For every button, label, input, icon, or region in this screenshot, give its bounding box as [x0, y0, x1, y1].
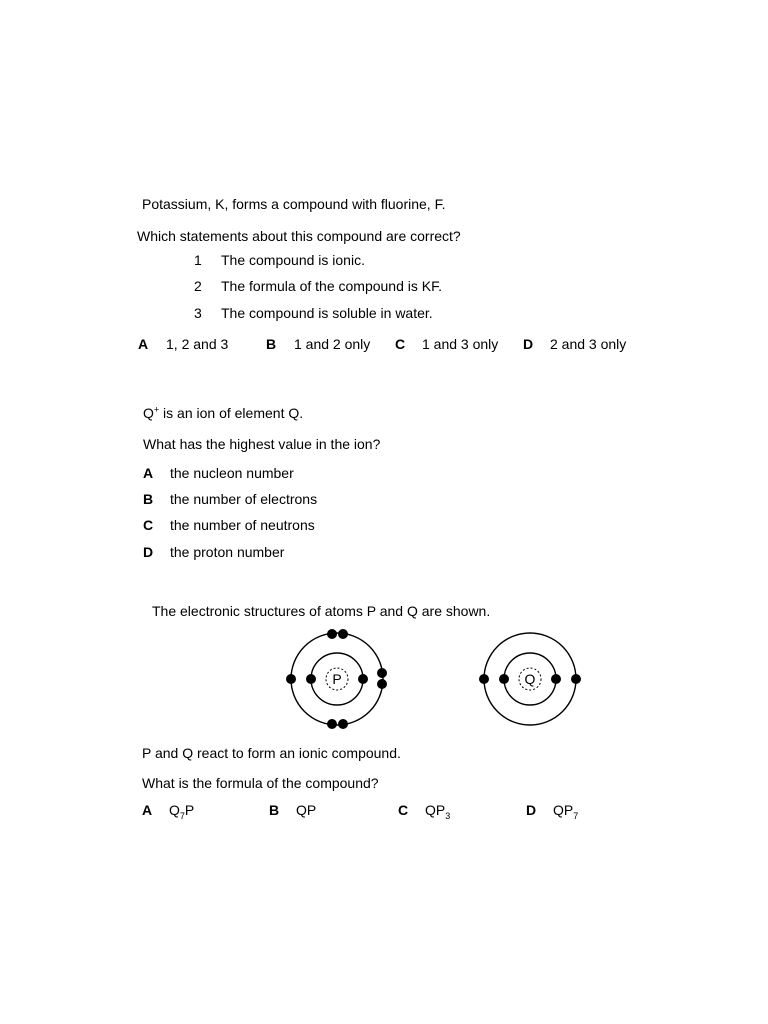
- electron: [327, 629, 337, 639]
- electron: [358, 674, 368, 684]
- q1-statement-number: 2: [194, 278, 202, 294]
- q2-option-text: the number of neutrons: [170, 517, 315, 533]
- electron: [338, 629, 348, 639]
- q3-option-letter: D: [526, 802, 537, 818]
- electron: [327, 719, 337, 729]
- q3-line1: P and Q react to form an ionic compound.: [142, 745, 401, 761]
- q3-option-formula: QP: [296, 802, 317, 818]
- q2-question: What has the highest value in the ion?: [143, 436, 381, 452]
- q1-option-text: 1 and 2 only: [294, 336, 371, 352]
- electron: [306, 674, 316, 684]
- q1-option-text: 2 and 3 only: [550, 336, 627, 352]
- atom-p: [286, 629, 387, 729]
- q1-option-letter: C: [395, 336, 406, 352]
- q1-statement-text: The compound is ionic.: [221, 252, 365, 268]
- q1-option-letter: D: [523, 336, 534, 352]
- q2-ion-charge: +: [153, 404, 160, 415]
- q3-question: What is the formula of the compound?: [142, 775, 379, 791]
- atom-q: [479, 633, 581, 725]
- electron: [571, 674, 581, 684]
- electron: [499, 674, 509, 684]
- electron: [479, 674, 489, 684]
- q3-option-letter: A: [142, 802, 153, 818]
- q2-stem: [143, 405, 303, 421]
- q3-option-formula: $QP_7$: [553, 802, 579, 821]
- q1-statement-number: 3: [194, 305, 202, 321]
- q2-option-letter: B: [143, 491, 154, 507]
- q2-option-letter: A: [143, 465, 154, 481]
- q2-option-letter: C: [143, 517, 154, 533]
- q1-option-text: 1 and 3 only: [422, 336, 499, 352]
- q1-statement-number: 1: [194, 252, 202, 268]
- q3-option-letter: C: [398, 802, 409, 818]
- q2-option-text: the nucleon number: [170, 465, 294, 481]
- q1-option-letter: B: [266, 336, 277, 352]
- electron: [551, 674, 561, 684]
- atom-p-symbol: P: [332, 671, 342, 687]
- q2-ion-symbol: Q: [143, 405, 154, 421]
- atom-q-symbol: Q: [524, 671, 536, 687]
- q3-option-formula: $Q_7P$: [169, 802, 195, 821]
- electron: [338, 719, 348, 729]
- q3-stem: The electronic structures of atoms P and Q are shown.: [152, 603, 491, 619]
- q1-stem: Potassium, K, forms a compound with fluorine, F.: [142, 196, 446, 212]
- electron: [286, 674, 296, 684]
- q1-question: Which statements about this compound are correct?: [137, 228, 461, 244]
- q2-option-letter: D: [143, 544, 154, 560]
- electronic-structure-diagram: [276, 626, 596, 732]
- electron: [377, 668, 387, 678]
- q2-option-text: the number of electrons: [170, 491, 318, 507]
- q3-option-formula: $QP_3$: [425, 802, 451, 821]
- q1-option-text: 1, 2 and 3: [166, 336, 229, 352]
- q1-option-letter: A: [138, 336, 149, 352]
- electron: [377, 679, 387, 689]
- q1-statement-text: The compound is soluble in water.: [221, 305, 433, 321]
- q2-stem-rest: is an ion of element Q.: [159, 405, 304, 421]
- q3-option-letter: B: [269, 802, 280, 818]
- q1-statement-text: The formula of the compound is KF.: [221, 278, 442, 294]
- q2-option-text: the proton number: [170, 544, 285, 560]
